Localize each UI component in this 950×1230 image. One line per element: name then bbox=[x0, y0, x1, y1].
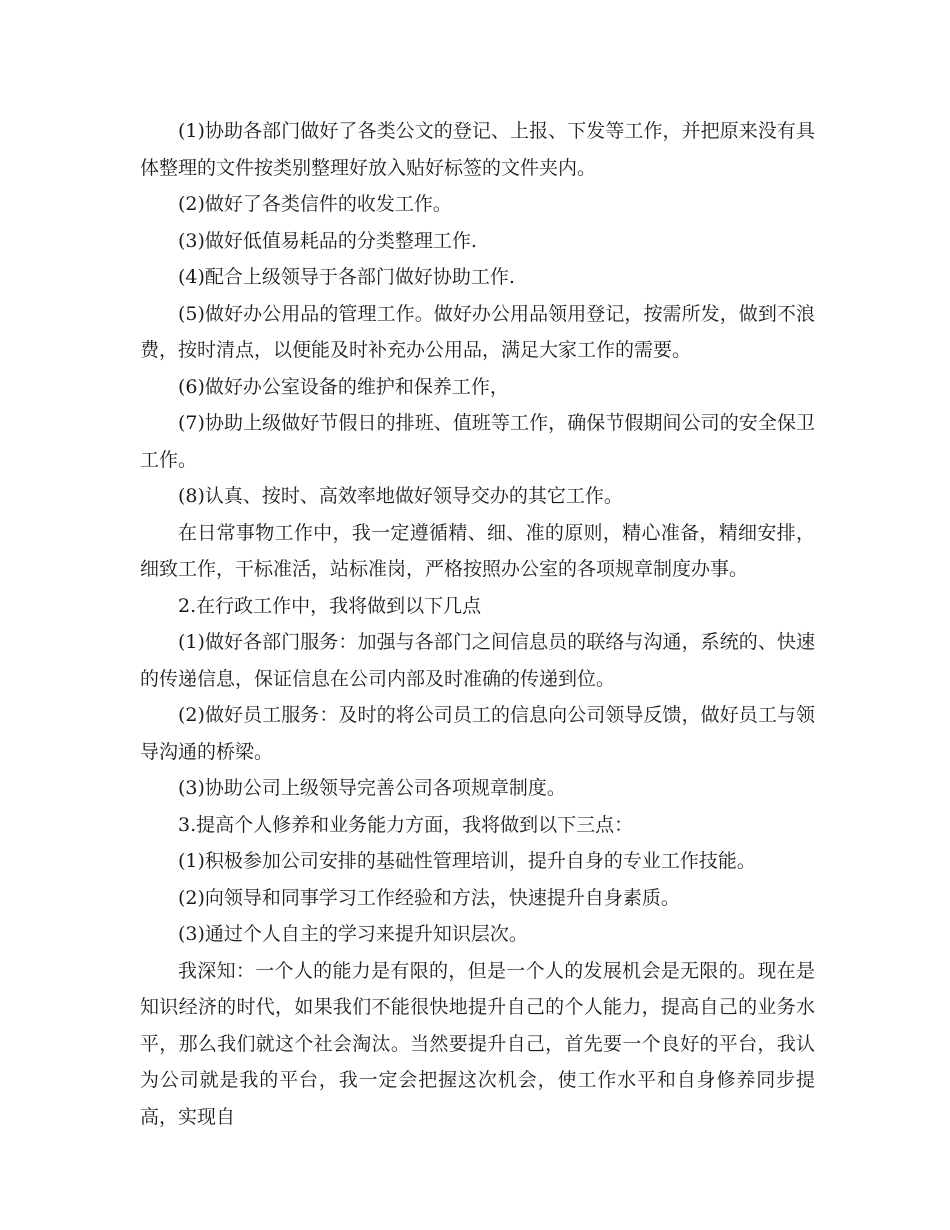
paragraph-5: (5)做好办公用品的管理工作。做好办公用品领用登记，按需所发，做到不浪费，按时清点，以便能及时补充办公用品，满足大家工作的需要。 bbox=[140, 302, 815, 361]
paragraph-11: (1)做好各部门服务：加强与各部门之间信息员的联络与沟通，系统的、快速的传递信息，保证信息在公司内部及时准确的传递到位。 bbox=[140, 631, 815, 690]
paragraph-4: (4)配合上级领导于各部门做好协助工作. bbox=[178, 266, 515, 288]
paragraph-17: (3)通过个人自主的学习来提升知识层次。 bbox=[178, 923, 528, 945]
paragraph-15: (1)积极参加公司安排的基础性管理培训，提升自身的专业工作技能。 bbox=[178, 850, 756, 872]
section-heading-2: 2.在行政工作中，我将做到以下几点 bbox=[178, 594, 482, 617]
paragraph-13: (3)协助公司上级领导完善公司各项规章制度。 bbox=[178, 777, 566, 799]
document-page bbox=[140, 113, 815, 1135]
paragraph-6: (6)做好办公室设备的维护和保养工作， bbox=[178, 375, 509, 398]
paragraph-16: (2)向领导和同事学习工作经验和方法，快速提升自身素质。 bbox=[178, 886, 680, 909]
paragraph-1: (1)协助各部门做好了各类公文的登记、上报、下发等工作，并把原来没有具体整理的文件按类别整理好放入贴好标签的文件夹内。 bbox=[140, 120, 815, 179]
paragraph-9: 在日常事物工作中，我一定遵循精、细、准的原则，精心准备，精细安排，细致工作，干标准活，站标准岗，严格按照办公室的各项规章制度办事。 bbox=[140, 521, 815, 580]
paragraph-2: (2)做好了各类信件的收发工作。 bbox=[178, 193, 452, 215]
paragraph-7: (7)协助上级做好节假日的排班、值班等工作，确保节假期间公司的安全保卫工作。 bbox=[140, 412, 815, 471]
paragraph-18: 我深知：一个人的能力是有限的，但是一个人的发展机会是无限的。现在是知识经济的时代，如果我们不能很快地提升自己的个人能力，提高自己的业务水平，那么我们就这个社会淘汰。当然要提升自己，首先要一个良好的平台，我认为公司就是我的平台，我一定会把握这次机会，使工作水平和自身修养同步提高，实现自 bbox=[140, 959, 815, 1128]
section-heading-3: 3.提高个人修养和业务能力方面，我将做到以下三点： bbox=[178, 813, 634, 836]
paragraph-12: (2)做好员工服务：及时的将公司员工的信息向公司领导反馈，做好员工与领导沟通的桥梁。 bbox=[140, 704, 815, 763]
paragraph-8: (8)认真、按时、高效率地做好领导交办的其它工作。 bbox=[178, 485, 623, 507]
paragraph-3: (3)做好低值易耗品的分类整理工作. bbox=[178, 229, 477, 252]
